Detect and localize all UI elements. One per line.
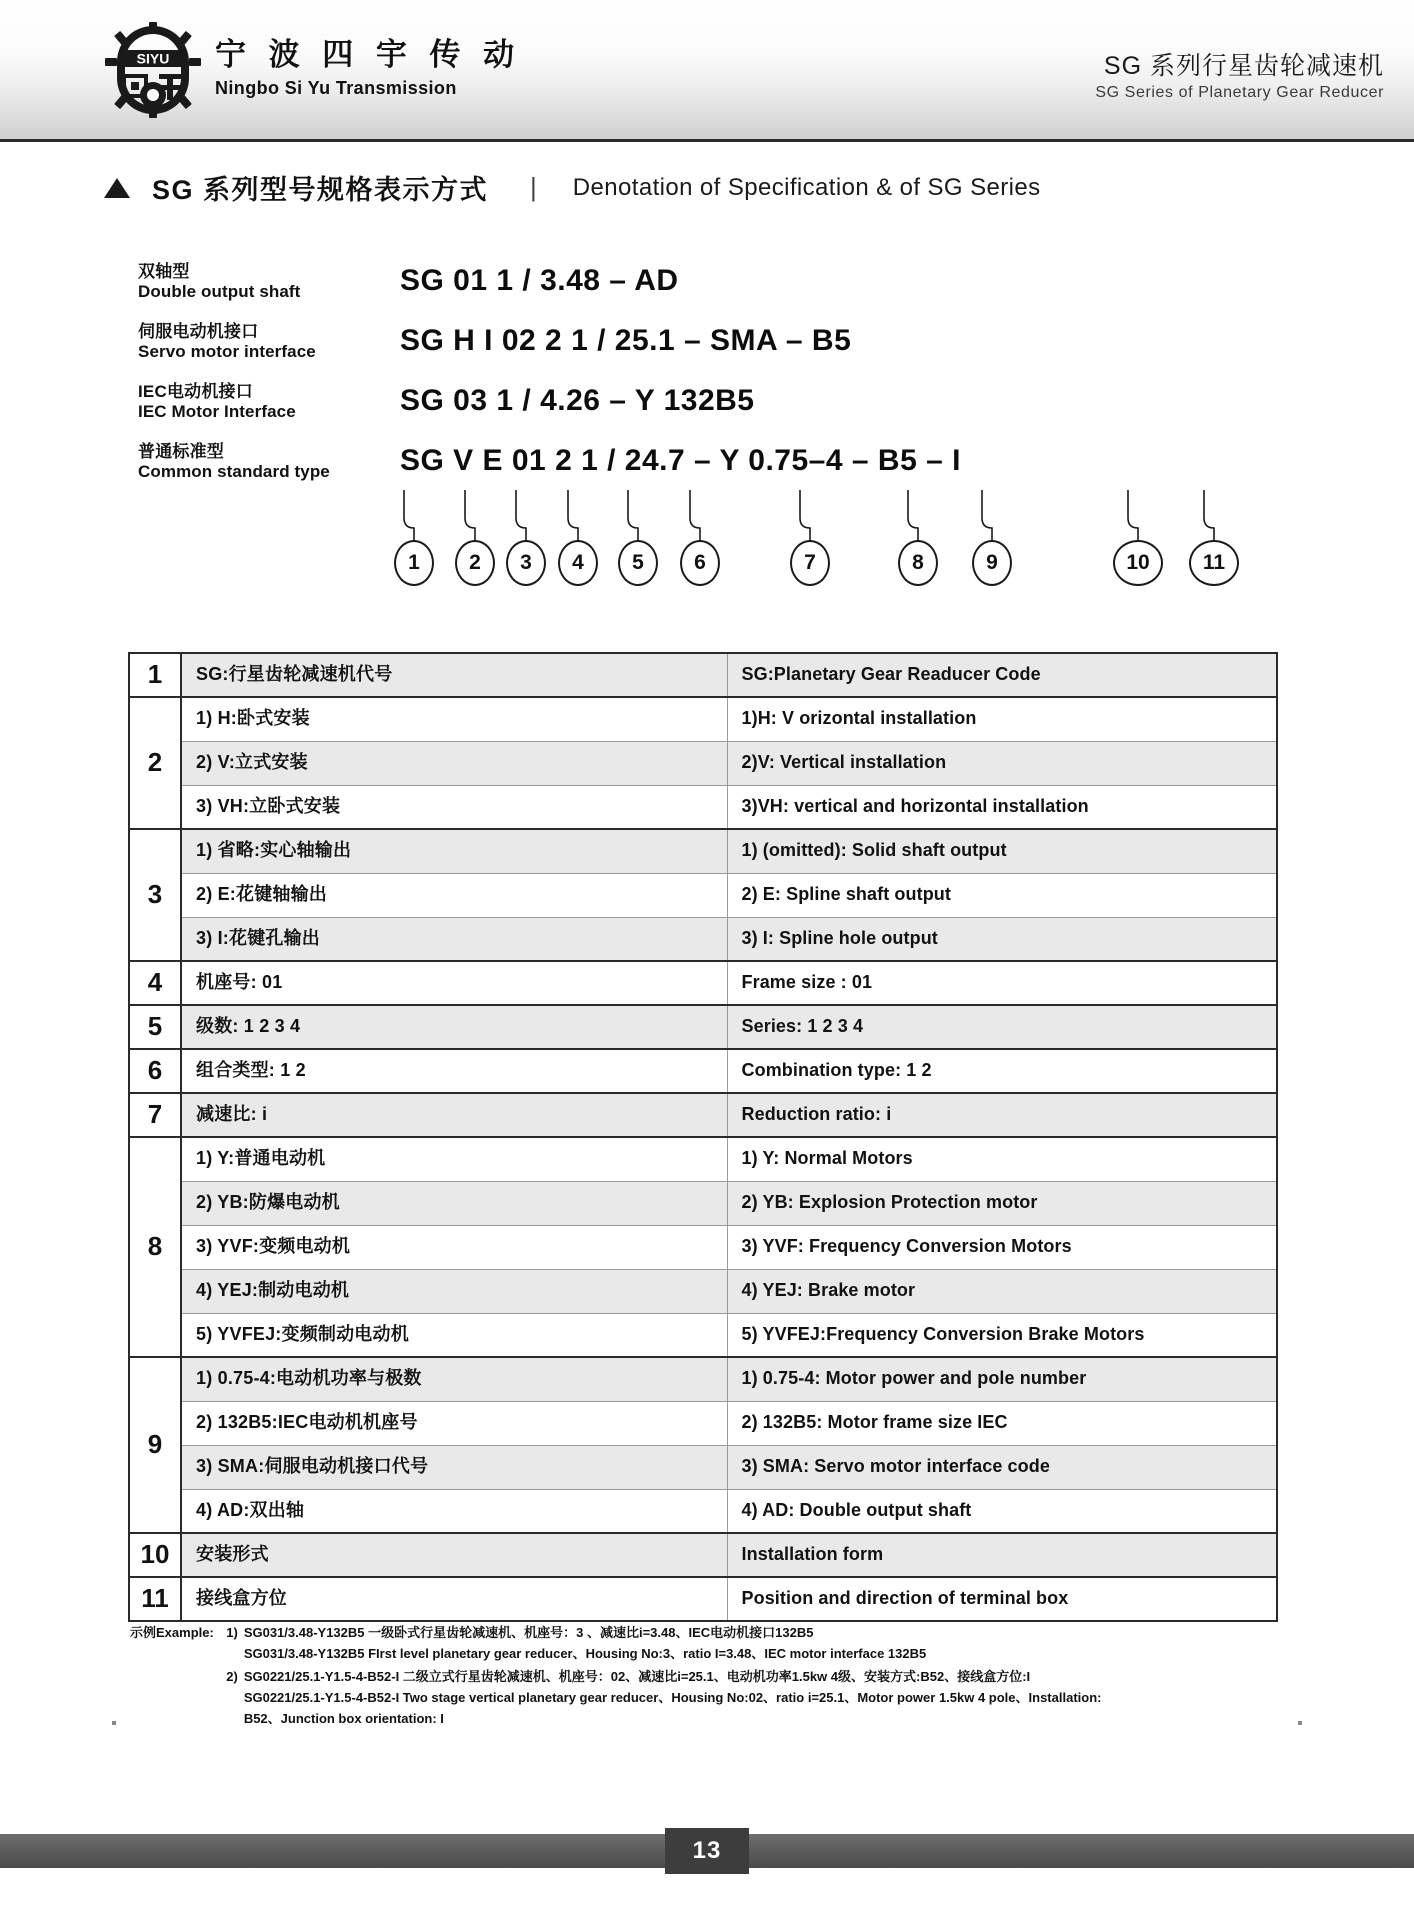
cell-chinese: 1) 0.75-4:电动机功率与极数 <box>181 1357 727 1401</box>
cell-chinese: 安装形式 <box>181 1533 727 1577</box>
cell-english: 2) E: Spline shaft output <box>727 873 1277 917</box>
row-index: 6 <box>129 1049 181 1093</box>
example-line-cn: SG0221/25.1-Y1.5-4-B52-I 二级立式行星齿轮减速机、机座号：02、减速比i=25.1、电动机功率1.5kw 4级、安装方式:B52、接线盒方位:I <box>243 1669 1031 1685</box>
cell-chinese: 2) E:花键轴输出 <box>181 873 727 917</box>
table-row <box>129 1005 1277 1049</box>
cell-chinese: 3) I:花键孔输出 <box>181 917 727 961</box>
example-title: 示例Example: <box>130 1625 214 1640</box>
cell-english: 2) 132B5: Motor frame size IEC <box>727 1401 1277 1445</box>
designation-label-cn: 双轴型 <box>138 262 190 281</box>
designation-label-cn: 伺服电动机接口 <box>138 322 259 341</box>
section-divider: | <box>530 172 537 202</box>
designation-label-en: IEC Motor Interface <box>138 402 296 422</box>
row-index: 3 <box>129 829 181 961</box>
cell-chinese: 5) YVFEJ:变频制动电动机 <box>181 1313 727 1357</box>
cell-chinese: 4) YEJ:制动电动机 <box>181 1269 727 1313</box>
cell-chinese: 1) H:卧式安装 <box>181 697 727 741</box>
callout-7: 7 <box>790 540 830 586</box>
cell-english: 1) 0.75-4: Motor power and pole number <box>727 1357 1277 1401</box>
example-line-en: SG031/3.48-Y132B5 FIrst level planetary gear reducer、Housing No:3、ratio I=3.48、IEC motor interface 132B5 <box>243 1646 927 1662</box>
model-designation-diagram <box>0 262 1414 592</box>
cell-english: Position and direction of terminal box <box>727 1577 1277 1621</box>
table-row <box>129 1445 1277 1489</box>
row-index: 8 <box>129 1137 181 1357</box>
table-row <box>129 697 1277 741</box>
designation-label <box>138 322 388 362</box>
cell-english: 2)V: Vertical installation <box>727 741 1277 785</box>
example-line-cn: SG031/3.48-Y132B5 一级卧式行星齿轮减速机、机座号：3 、减速比i=3.48、IEC电动机接口132B5 <box>243 1625 814 1640</box>
designation-code: SG 03 1 / 4.26 – Y 132B5 <box>400 384 755 417</box>
cell-english: 3) YVF: Frequency Conversion Motors <box>727 1225 1277 1269</box>
callout-8: 8 <box>898 540 938 586</box>
registration-dot-right <box>1298 1721 1302 1725</box>
cell-english: Installation form <box>727 1533 1277 1577</box>
cell-chinese: 3) YVF:变频电动机 <box>181 1225 727 1269</box>
table-row <box>129 1049 1277 1093</box>
table-row <box>129 1225 1277 1269</box>
cell-chinese: 2) V:立式安装 <box>181 741 727 785</box>
cell-chinese: 3) SMA:伺服电动机接口代号 <box>181 1445 727 1489</box>
callout-numbers <box>0 540 1414 586</box>
company-name-en: Ningbo Si Yu Transmission <box>215 77 457 98</box>
designation-code: SG V E 01 2 1 / 24.7 – Y 0.75–4 – B5 – I <box>400 444 961 477</box>
example-number: 2) <box>226 1669 238 1685</box>
cell-english: Frame size : 01 <box>727 961 1277 1005</box>
table-row <box>129 829 1277 873</box>
cell-english: 5) YVFEJ:Frequency Conversion Brake Motors <box>727 1313 1277 1357</box>
table-row <box>129 1181 1277 1225</box>
designation-row <box>0 442 1414 504</box>
cell-english: 1) (omitted): Solid shaft output <box>727 829 1277 873</box>
svg-text:SIYU: SIYU <box>136 50 170 67</box>
table-row <box>129 653 1277 697</box>
row-index: 4 <box>129 961 181 1005</box>
cell-english: 2) YB: Explosion Protection motor <box>727 1181 1277 1225</box>
row-index: 2 <box>129 697 181 829</box>
callout-1: 1 <box>394 540 434 586</box>
designation-code: SG 01 1 / 3.48 – AD <box>400 264 679 297</box>
example-item <box>130 1622 1280 1664</box>
row-index: 1 <box>129 653 181 697</box>
row-index: 5 <box>129 1005 181 1049</box>
cell-english: Series: 1 2 3 4 <box>727 1005 1277 1049</box>
cell-english: Combination type: 1 2 <box>727 1049 1277 1093</box>
header-title-cn: SG 系列行星齿轮减速机 <box>1103 52 1384 80</box>
callout-4: 4 <box>558 540 598 586</box>
designation-label <box>138 382 388 422</box>
registration-dot-left <box>112 1721 116 1725</box>
cell-chinese: 1) 省略:实心轴输出 <box>181 829 727 873</box>
header-title-block <box>1095 52 1384 102</box>
company-name-cn: 宁 波 四 宇 传 动 <box>215 36 522 72</box>
table-row <box>129 1269 1277 1313</box>
triangle-bullet-icon <box>104 178 130 198</box>
row-index: 9 <box>129 1357 181 1533</box>
cell-chinese: SG:行星齿轮减速机代号 <box>181 653 727 697</box>
table-row <box>129 1533 1277 1577</box>
table-row <box>129 917 1277 961</box>
cell-chinese: 接线盒方位 <box>181 1577 727 1621</box>
table-row <box>129 1577 1277 1621</box>
table-row <box>129 1137 1277 1181</box>
designation-label <box>138 442 388 482</box>
denotation-table <box>128 652 1278 1622</box>
cell-english: 4) AD: Double output shaft <box>727 1489 1277 1533</box>
callout-11: 11 <box>1189 540 1239 586</box>
cell-chinese: 4) AD:双出轴 <box>181 1489 727 1533</box>
callout-3: 3 <box>506 540 546 586</box>
section-title-cn: SG 系列型号规格表示方式 <box>152 175 489 205</box>
callout-6: 6 <box>680 540 720 586</box>
designation-row <box>0 382 1414 444</box>
cell-english: Reduction ratio: i <box>727 1093 1277 1137</box>
cell-english: SG:Planetary Gear Readucer Code <box>727 653 1277 697</box>
table-row <box>129 1357 1277 1401</box>
designation-label-en: Double output shaft <box>138 282 301 302</box>
cell-chinese: 组合类型: 1 2 <box>181 1049 727 1093</box>
cell-chinese: 3) VH:立卧式安装 <box>181 785 727 829</box>
example-number: 1) <box>226 1625 238 1640</box>
table-row <box>129 1313 1277 1357</box>
callout-5: 5 <box>618 540 658 586</box>
cell-chinese: 2) YB:防爆电动机 <box>181 1181 727 1225</box>
callout-2: 2 <box>455 540 495 586</box>
designation-row <box>0 322 1414 384</box>
table-row <box>129 1401 1277 1445</box>
page-header <box>0 0 1414 142</box>
section-heading <box>104 168 1041 207</box>
table-row <box>129 1489 1277 1533</box>
row-index: 7 <box>129 1093 181 1137</box>
cell-english: 1) Y: Normal Motors <box>727 1137 1277 1181</box>
designation-label-en: Common standard type <box>138 462 330 482</box>
example-line-en-cont: B52、Junction box orientation: I <box>243 1711 444 1727</box>
example-item <box>130 1666 1280 1729</box>
cell-english: 3)VH: vertical and horizontal installation <box>727 785 1277 829</box>
cell-english: 3) I: Spline hole output <box>727 917 1277 961</box>
table-row <box>129 1093 1277 1137</box>
company-logo <box>105 22 521 118</box>
designation-label-cn: IEC电动机接口 <box>138 382 253 401</box>
designation-label-en: Servo motor interface <box>138 342 316 362</box>
page-number: 13 <box>665 1828 749 1874</box>
cell-chinese: 级数: 1 2 3 4 <box>181 1005 727 1049</box>
table-row <box>129 961 1277 1005</box>
cell-english: 4) YEJ: Brake motor <box>727 1269 1277 1313</box>
designation-code: SG H I 02 2 1 / 25.1 – SMA – B5 <box>400 324 852 357</box>
designation-label-cn: 普通标准型 <box>138 442 224 461</box>
row-index: 10 <box>129 1533 181 1577</box>
cell-chinese: 减速比: i <box>181 1093 727 1137</box>
designation-label <box>138 262 388 302</box>
cell-chinese: 机座号: 01 <box>181 961 727 1005</box>
callout-9: 9 <box>972 540 1012 586</box>
designation-row <box>0 262 1414 324</box>
callout-10: 10 <box>1113 540 1163 586</box>
table-row <box>129 873 1277 917</box>
section-title-en: Denotation of Specification & of SG Series <box>572 173 1041 201</box>
siyu-gear-logo-icon <box>105 22 201 118</box>
row-index: 11 <box>129 1577 181 1621</box>
table-row <box>129 741 1277 785</box>
cell-english: 3) SMA: Servo motor interface code <box>727 1445 1277 1489</box>
example-line-en: SG0221/25.1-Y1.5-4-B52-I Two stage vertical planetary gear reducer、Housing No:02、ratio i=25.1、Motor power 1.5kw 4 pole、Installation: <box>243 1690 1102 1706</box>
header-title-en: SG Series of Planetary Gear Reducer <box>1095 83 1384 101</box>
example-notes <box>130 1622 1280 1729</box>
cell-english: 1)H: V orizontal installation <box>727 697 1277 741</box>
cell-chinese: 1) Y:普通电动机 <box>181 1137 727 1181</box>
table-row <box>129 785 1277 829</box>
cell-chinese: 2) 132B5:IEC电动机机座号 <box>181 1401 727 1445</box>
